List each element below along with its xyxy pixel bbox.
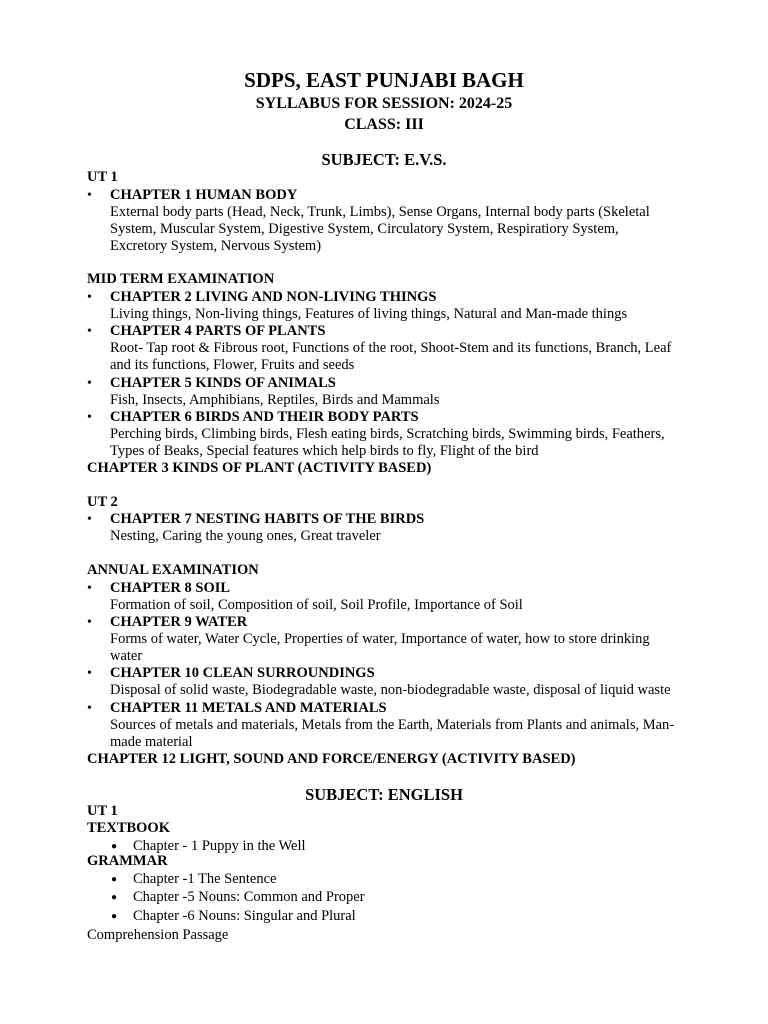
chapter-9-desc: Forms of water, Water Cycle, Properties of water, Importance of water, how to store drinking	[110, 631, 650, 647]
chapter-2-desc: Living things, Non-living things, Features of living things, Natural and Man-made things	[110, 306, 628, 322]
chapter-1-desc: External body parts (Head, Neck, Trunk, Limbs), Sense Organs, Internal body parts (Skeletal	[110, 204, 650, 220]
bullet-icon: •	[87, 376, 92, 391]
chapter-5-title: CHAPTER 5 KINDS OF ANIMALS	[110, 375, 336, 391]
chapter-4-desc: and its functions, Flower, Fruits and seeds	[110, 357, 355, 373]
chapter-9-title: CHAPTER 9 WATER	[110, 614, 248, 630]
chapter-12-activity: CHAPTER 12 LIGHT, SOUND AND FORCE/ENERGY (ACTIVITY BASED)	[87, 751, 576, 767]
chapter-8-title: CHAPTER 8 SOIL	[110, 580, 231, 596]
bullet-icon: •	[87, 512, 92, 527]
annual-label: ANNUAL EXAMINATION	[87, 562, 259, 578]
chapter-10-title: CHAPTER 10 CLEAN SURROUNDINGS	[110, 665, 375, 681]
bullet-icon: •	[87, 188, 92, 203]
chapter-1-desc: System, Muscular System, Digestive System, Circulatory System, Respiratiory System,	[110, 221, 619, 237]
round-bullet-icon: ●	[111, 892, 118, 903]
round-bullet-icon: ●	[111, 841, 118, 852]
chapter-2-title: CHAPTER 2 LIVING AND NON-LIVING THINGS	[110, 289, 437, 305]
bullet-icon: •	[87, 581, 92, 596]
grammar-item: Chapter -1 The Sentence	[133, 871, 277, 887]
bullet-icon: •	[87, 666, 92, 681]
textbook-item: Chapter - 1 Puppy in the Well	[133, 838, 306, 854]
bullet-icon: •	[87, 324, 92, 339]
class-title: CLASS: III	[344, 116, 424, 133]
round-bullet-icon: ●	[111, 874, 118, 885]
school-title: SDPS, EAST PUNJABI BAGH	[244, 68, 524, 92]
chapter-7-desc: Nesting, Caring the young ones, Great traveler	[110, 528, 381, 544]
chapter-9-desc: water	[110, 648, 143, 664]
chapter-5-desc: Fish, Insects, Amphibians, Reptiles, Birds and Mammals	[110, 392, 440, 408]
evs-ut2-label: UT 2	[87, 494, 118, 510]
midterm-label: MID TERM EXAMINATION	[87, 271, 275, 287]
textbook-label: TEXTBOOK	[87, 820, 170, 836]
round-bullet-icon: ●	[111, 911, 118, 922]
bullet-icon: •	[87, 410, 92, 425]
chapter-4-title: CHAPTER 4 PARTS OF PLANTS	[110, 323, 326, 339]
grammar-item: Chapter -6 Nouns: Singular and Plural	[133, 908, 356, 924]
grammar-label: GRAMMAR	[87, 853, 168, 869]
chapter-6-title: CHAPTER 6 BIRDS AND THEIR BODY PARTS	[110, 409, 419, 425]
chapter-1-title: CHAPTER 1 HUMAN BODY	[110, 187, 298, 203]
chapter-7-title: CHAPTER 7 NESTING HABITS OF THE BIRDS	[110, 511, 425, 527]
chapter-3-activity: CHAPTER 3 KINDS OF PLANT (ACTIVITY BASED)	[87, 460, 432, 476]
bullet-icon: •	[87, 290, 92, 305]
subject-evs-heading: SUBJECT: E.V.S.	[321, 150, 447, 169]
session-title: SYLLABUS FOR SESSION: 2024-25	[255, 95, 513, 112]
comprehension-passage: Comprehension Passage	[87, 927, 229, 943]
chapter-11-desc: made material	[110, 734, 193, 750]
bullet-icon: •	[87, 615, 92, 630]
chapter-6-desc: Perching birds, Climbing birds, Flesh eating birds, Scratching birds, Swimming birds, Feathers,	[110, 426, 665, 442]
bullet-icon: •	[87, 701, 92, 716]
chapter-11-title: CHAPTER 11 METALS AND MATERIALS	[110, 700, 387, 716]
chapter-4-desc: Root- Tap root & Fibrous root, Functions of the root, Shoot-Stem and its functions, Branch, Leaf	[110, 340, 672, 356]
chapter-1-desc: Excretory System, Nervous System)	[110, 238, 322, 254]
english-ut1-label: UT 1	[87, 803, 118, 819]
chapter-6-desc: Types of Beaks, Special features which help birds to fly, Flight of the bird	[110, 443, 539, 459]
evs-ut1-label: UT 1	[87, 169, 118, 185]
chapter-10-desc: Disposal of solid waste, Biodegradable waste, non-biodegradable waste, disposal of liquid waste	[110, 682, 671, 698]
chapter-8-desc: Formation of soil, Composition of soil, Soil Profile, Importance of Soil	[110, 597, 523, 613]
subject-english-heading: SUBJECT: ENGLISH	[305, 785, 463, 804]
chapter-11-desc: Sources of metals and materials, Metals from the Earth, Materials from Plants and animals, Man-	[110, 717, 675, 733]
grammar-item: Chapter -5 Nouns: Common and Proper	[133, 889, 365, 905]
